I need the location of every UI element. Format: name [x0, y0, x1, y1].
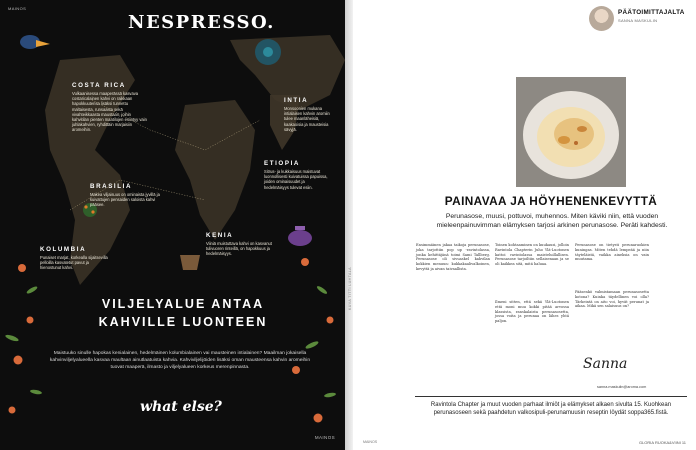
author-signature: Sanna — [583, 356, 628, 372]
region-text: Sitrus- ja kukkaisuus maistuvat luonnollisesti kuivatuissa papuissa, joiden ominaisuudet ja hedelmäisyys tulevat esiin. — [264, 169, 328, 190]
region-text: Vulkaanisessa maaperässä kasvava costaricalainen kahvi on raikkaan hapokkuutensa lisäksi tunnettu maltaisesta, runsaasta sekä vivahteikkaasta maustaan, joihin kahvitilan pienten maatilojen esiintyy vain juhlakahvien, ryhdittäin marjaisiin aromeihin. — [72, 91, 147, 133]
ad-blurb: Maistuuko sinulle hapokas kenialainen, hedelmäinen kolumbialainen vai mausteinen intialainen? Maailman jokaisella kahvinviljelyalueella kasvaa maultaan ainutlaatuista kahvia. Kahviviljelijöiden lisäksi oman mausteensa kahvin aromeihin tuovat maaperä, ilmasto ja viljelyalueen korkeus merenpinnasta. — [49, 351, 311, 370]
region-costa-rica — [72, 82, 148, 133]
ad-headline-line2: KAHVILLE LUONTEEN — [98, 315, 268, 329]
region-etiopia — [264, 160, 330, 190]
photo-credit: KUVA TITTI LUHTALA — [348, 267, 352, 310]
toucan-illustration-icon — [20, 35, 50, 49]
region-title: ETIOPIA — [264, 160, 300, 167]
ad-label-bottom: MAINOS — [314, 435, 335, 440]
region-text: Makea viljaisuus on ominaista jyvillä ja kuivattujen pensaiden saloista kahvi pääsee. — [90, 192, 160, 208]
coffee-world-map — [0, 0, 345, 450]
africa-shape — [175, 100, 255, 240]
nespresso-logo: NESPRESSO. — [128, 12, 275, 33]
region-title: INTIA — [284, 97, 309, 104]
region-intia — [284, 97, 338, 132]
author-name: SANNA MASKULIN — [618, 18, 658, 23]
mashed-potato-photo — [516, 77, 626, 187]
region-kenia — [206, 232, 286, 257]
promo-box: Ravintola Chapter ja muut vuoden parhaat ilmiöt ja elämykset alkaen sivulta 15. Kuohkean perunasoseen sekä paahdetun valkosipuli-perunamuusin reseptin löydät soppa365.fistä. — [415, 396, 687, 417]
article-column: Pääsenkö valmistamaan perunasosetta kotona? Kuinka täydellinen voi olla? Tärkeintä on aito voi, hyvät perunat ja aikaa. Mikä sen salaisuus on? — [575, 290, 649, 309]
author-email[interactable]: sanna.maskulin@aroma.com — [597, 385, 647, 389]
ad-headline-line1: VILJELYALUE ANTAA — [101, 297, 265, 311]
region-title: BRASILIA — [90, 183, 133, 190]
ad-headline — [78, 295, 288, 331]
region-title: KOLUMBIA — [40, 246, 87, 253]
region-title: KENIA — [206, 232, 234, 239]
coffee-cup-illustration-icon — [180, 255, 200, 270]
editorial-page — [353, 0, 696, 450]
region-kolumbia — [40, 246, 108, 271]
article-column: Ilmeni sitten, että sekä Ylä-Luotonen että moni muu kokki pitää arvossa klassista, ranskalaista perunasosetta, jossa voita ja perunaa on lähes yhtä paljon. — [495, 300, 569, 323]
page-spine — [345, 0, 353, 450]
ad-label-top: MAINOS — [8, 6, 27, 11]
article-column: Toinen kohtaaminen on kuukausi, jolloin Ravintola Chapterin Juho Ylä-Luotonen kattoi ravintolassa maisteluillallisen. Perunasose tarjoiltiin sellaisenaan ja se oli kaikkea sitä, mitä haluaa. — [495, 243, 569, 266]
region-brasilia — [90, 183, 170, 208]
article-column: Perunasose on tietysti perunaruokien kuningas. Miten tehdä lempeää ja niin täyteläistä, vaikka aineksia on vain muutama. — [575, 243, 649, 262]
article-lead: Perunasose, muusi, pottuvoi, muhennos. Miten käviki niin, että vuoden mieleenpainuvimman elämyksen tarjosi arkinen perunasose. Peräti kahdesti. — [436, 213, 668, 229]
tea-pot-illustration-icon — [288, 226, 312, 246]
section-kicker: PÄÄTOIMITTAJALTA — [618, 9, 685, 16]
region-text: Punaiset marjat, korkealla sijaitsevilla pelloilla kasvatetut pavut ja hienostunut kahvi. — [40, 255, 108, 271]
article-column: Ensimmäinen jakaa taikoja perunasose, joka tarjottiin pop up -ravintolassa, jonka kehittäjänä toimi Sami Tallberg. Perunasose oli sivuaskel kahvilan kokkien menuun: kukkakaalivalkoinen, kevyttä ja aivan taivaallista. — [416, 243, 490, 271]
page-number: GLORIA RUOKA&VIINI 11 — [638, 440, 686, 445]
article-title: PAINAVAA JA HÖYHENENKEVYTTÄ — [444, 194, 658, 208]
ad-slogan: what else? — [140, 399, 222, 415]
footer-left: MAINOS — [363, 440, 378, 444]
peacock-illustration-icon — [255, 39, 281, 65]
advert-page — [0, 0, 345, 450]
flower-icon — [9, 258, 334, 423]
region-text: Viiniä muistuttava kahvi on kasvanut tulivuoren rinteillä, on hapokkuus ja hedelmäisyys. — [206, 241, 272, 257]
author-avatar — [589, 6, 614, 31]
region-title: COSTA RICA — [72, 82, 126, 89]
region-text: Monsoonien mukana intialaisen kahvin aromiin tulee maanläheisiä, kaakaoisia ja mausteisia sävyjä. — [284, 106, 330, 132]
